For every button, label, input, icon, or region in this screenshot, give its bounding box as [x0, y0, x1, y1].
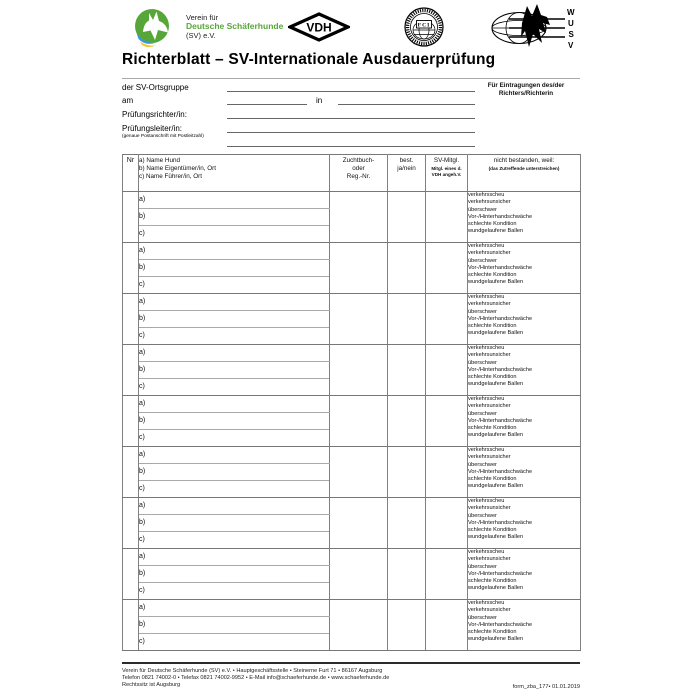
entry-name-cell-b: b)	[139, 413, 330, 430]
table-row	[123, 447, 581, 464]
reason-option: wundgelaufene Ballen	[468, 534, 524, 541]
entry-reasons-cell	[468, 396, 581, 447]
entry-sv-mitglied-cell	[426, 600, 468, 651]
reason-option: wundgelaufene Ballen	[468, 483, 524, 490]
table-row	[123, 600, 581, 617]
entry-reasons-cell	[468, 345, 581, 396]
pruefungsrichter-field-line	[227, 118, 475, 119]
table-row	[123, 192, 581, 209]
reason-option: wundgelaufene Ballen	[468, 585, 524, 592]
reason-option: verkehrsscheu	[468, 396, 505, 402]
entry-name-cell-b: b)	[139, 209, 330, 226]
col-header-nicht-bestanden: nicht bestanden, weil: (das Zutreffende unterstreichen)	[468, 155, 581, 192]
title-divider	[122, 78, 580, 79]
reason-option: verkehrsscheu	[468, 549, 505, 555]
table-row	[123, 498, 581, 515]
wusv-logo-icon	[487, 3, 579, 56]
footer-line3: Rechtssitz ist Augsburg	[122, 682, 181, 688]
entry-name-cell-a: a)	[139, 549, 330, 566]
reason-option: schlechte Kondition	[468, 272, 517, 279]
entry-sv-mitglied-cell	[426, 345, 468, 396]
entry-name-cell-a: a)	[139, 396, 330, 413]
pruefungsrichter-label: Prüfungsrichter/in:	[122, 110, 187, 119]
entry-name-cell-c: c)	[139, 379, 330, 396]
table-header-row	[123, 155, 581, 192]
entry-name-cell-a: a)	[139, 447, 330, 464]
reason-option: verkehrsscheu	[468, 447, 505, 453]
vdh-label: VDH	[306, 20, 332, 35]
pruefungsleiter-label: Prüfungsleiter/in:	[122, 124, 183, 133]
reason-option: Vor-/Hinterhandschwäche	[468, 621, 533, 628]
col-header-zuchtbuch: Zuchtbuch- oder Reg.-Nr.	[330, 155, 388, 192]
reason-option: verkehrsscheu	[468, 243, 505, 249]
reason-option: verkehrsunsicher	[468, 454, 511, 461]
entry-reasons-cell	[468, 498, 581, 549]
reason-option: verkehrsunsicher	[468, 301, 511, 308]
footer-line1: Verein für Deutsche Schäferhunde (SV) e.V. • Hauptgeschäftsstelle • Steinerne Furt 71 • 86167 Augsburg	[122, 668, 383, 674]
col-header-name-c: c) Name Führer/in, Ort	[139, 173, 202, 181]
entry-sv-mitglied-cell	[426, 447, 468, 498]
entry-name-cell-b: b)	[139, 260, 330, 277]
entry-reasons-cell	[468, 294, 581, 345]
entry-nr-cell	[123, 243, 139, 294]
table-row	[123, 294, 581, 311]
entry-zuchtbuch-cell	[330, 192, 388, 243]
reason-option: wundgelaufene Ballen	[468, 381, 524, 388]
entry-nr-cell	[123, 600, 139, 651]
entry-name-cell-a: a)	[139, 243, 330, 260]
entry-nr-cell	[123, 549, 139, 600]
in-field-line	[338, 104, 475, 105]
entry-reasons-cell	[468, 243, 581, 294]
sv-logo-text	[186, 13, 283, 40]
col-header-nr: Nr	[123, 155, 139, 192]
entry-name-cell-a: a)	[139, 345, 330, 362]
footer-line2: Telefon 0821 74002-0 • Telefax 0821 74002-9952 • E-Mail info@schaeferhunde.de • www.schaeferhunde.de	[122, 675, 390, 681]
entry-name-cell-c: c)	[139, 328, 330, 345]
col-header-bestanden: best. ja/nein	[388, 155, 426, 192]
entry-bestanden-cell	[388, 549, 426, 600]
results-table	[122, 154, 581, 651]
entry-reasons-cell	[468, 447, 581, 498]
entry-nr-cell	[123, 294, 139, 345]
entry-name-cell-c: c)	[139, 481, 330, 498]
entry-sv-mitglied-cell	[426, 396, 468, 447]
table-row	[123, 243, 581, 260]
table-row	[123, 396, 581, 413]
reason-option: wundgelaufene Ballen	[468, 279, 524, 286]
entry-name-cell-a: a)	[139, 498, 330, 515]
reason-option: Vor-/Hinterhandschwäche	[468, 417, 533, 424]
entry-name-cell-b: b)	[139, 617, 330, 634]
ortsgruppe-label: der SV-Ortsgruppe	[122, 83, 189, 92]
entry-sv-mitglied-cell	[426, 498, 468, 549]
sv-logo-line3: (SV) e.V.	[186, 31, 216, 40]
wusv-letter-v: V	[568, 41, 574, 50]
reason-option: Vor-/Hinterhandschwäche	[468, 468, 533, 475]
entry-name-cell-c: c)	[139, 430, 330, 447]
pruefungsleiter-note: (genaue Postanschrift mit Postleitzahl)	[122, 134, 204, 139]
table-row	[123, 549, 581, 566]
reason-option: überschwer	[468, 206, 497, 213]
reason-option: überschwer	[468, 359, 497, 366]
reason-option: Vor-/Hinterhandschwäche	[468, 213, 533, 220]
reason-option: Vor-/Hinterhandschwäche	[468, 570, 533, 577]
entry-name-cell-b: b)	[139, 362, 330, 379]
entry-name-cell-c: c)	[139, 583, 330, 600]
footer-divider	[122, 662, 580, 664]
reason-option: überschwer	[468, 410, 497, 417]
entry-name-cell-c: c)	[139, 634, 330, 651]
entry-sv-mitglied-cell	[426, 294, 468, 345]
vdh-diamond-icon	[288, 12, 350, 42]
entry-name-cell-b: b)	[139, 515, 330, 532]
reason-option: schlechte Kondition	[468, 629, 517, 636]
am-field-line	[227, 104, 307, 105]
col-header-name-b: b) Name Eigentümer/in, Ort	[139, 165, 216, 173]
entry-name-cell-a: a)	[139, 192, 330, 209]
reason-option: verkehrsunsicher	[468, 505, 511, 512]
reason-option: verkehrsscheu	[468, 498, 505, 504]
reason-option: verkehrsunsicher	[468, 556, 511, 563]
col-header-sv-mitglied: SV-Mitgl. Mitgl. eines d. VDH angeh.V.	[426, 155, 468, 192]
entry-zuchtbuch-cell	[330, 549, 388, 600]
col-header-name	[139, 155, 330, 192]
wusv-letter-w: W	[567, 8, 575, 17]
form-id: form_zba_177• 01.01.2019	[512, 684, 580, 690]
entry-reasons-cell	[468, 600, 581, 651]
entry-zuchtbuch-cell	[330, 243, 388, 294]
reason-option: schlechte Kondition	[468, 323, 517, 330]
reason-option: überschwer	[468, 512, 497, 519]
entry-nr-cell	[123, 498, 139, 549]
sv-dog-icon	[129, 7, 181, 49]
reason-option: Vor-/Hinterhandschwäche	[468, 366, 533, 373]
entry-zuchtbuch-cell	[330, 498, 388, 549]
entry-zuchtbuch-cell	[330, 294, 388, 345]
entry-bestanden-cell	[388, 447, 426, 498]
judge-entries-note-line2: Richters/Richterin	[498, 90, 554, 97]
reason-option: Vor-/Hinterhandschwäche	[468, 315, 533, 322]
judge-entries-note-line1: Für Eintragungen des/der	[487, 82, 565, 89]
reason-option: wundgelaufene Ballen	[468, 636, 524, 643]
entry-bestanden-cell	[388, 498, 426, 549]
entry-bestanden-cell	[388, 294, 426, 345]
reason-option: überschwer	[468, 308, 497, 315]
entry-zuchtbuch-cell	[330, 447, 388, 498]
wusv-letter-u: U	[568, 19, 574, 28]
entry-name-cell-b: b)	[139, 311, 330, 328]
reason-option: wundgelaufene Ballen	[468, 330, 524, 337]
vdh-logo	[288, 12, 350, 47]
entry-nr-cell	[123, 396, 139, 447]
entry-bestanden-cell	[388, 192, 426, 243]
entry-bestanden-cell	[388, 345, 426, 396]
fci-seal-icon	[403, 6, 445, 53]
entry-reasons-cell	[468, 549, 581, 600]
entry-zuchtbuch-cell	[330, 396, 388, 447]
reason-option: schlechte Kondition	[468, 221, 517, 228]
reason-option: schlechte Kondition	[468, 374, 517, 381]
fci-label: FCI	[417, 22, 431, 29]
ortsgruppe-field-line	[227, 91, 475, 92]
entry-zuchtbuch-cell	[330, 345, 388, 396]
reason-option: verkehrsscheu	[468, 600, 505, 606]
reason-option: überschwer	[468, 614, 497, 621]
reason-option: wundgelaufene Ballen	[468, 432, 524, 439]
entry-name-cell-c: c)	[139, 226, 330, 243]
entry-bestanden-cell	[388, 396, 426, 447]
judge-entries-note	[476, 82, 576, 98]
reason-option: verkehrsscheu	[468, 192, 505, 198]
pruefungsleiter-field-line2	[227, 146, 475, 147]
sv-logo-line2: Deutsche Schäferhunde	[186, 21, 284, 31]
reason-option: überschwer	[468, 461, 497, 468]
reason-option: verkehrsunsicher	[468, 403, 511, 410]
entry-nr-cell	[123, 447, 139, 498]
reason-option: Vor-/Hinterhandschwäche	[468, 264, 533, 271]
reason-option: verkehrsunsicher	[468, 199, 511, 206]
entry-name-cell-a: a)	[139, 600, 330, 617]
table-row	[123, 345, 581, 362]
entry-bestanden-cell	[388, 600, 426, 651]
header-logo-row	[0, 0, 700, 50]
am-label: am	[122, 96, 134, 105]
sv-logo	[129, 7, 284, 49]
reason-option: schlechte Kondition	[468, 527, 517, 534]
sv-logo-line1: Verein für	[186, 13, 219, 22]
reason-option: verkehrsunsicher	[468, 352, 511, 359]
reason-option: Vor-/Hinterhandschwäche	[468, 519, 533, 526]
page-title: Richterblatt – SV-Internationale Ausdauerprüfung	[122, 51, 496, 68]
entry-name-cell-b: b)	[139, 464, 330, 481]
reason-option: schlechte Kondition	[468, 578, 517, 585]
reason-option: schlechte Kondition	[468, 425, 517, 432]
entry-nr-cell	[123, 192, 139, 243]
entry-sv-mitglied-cell	[426, 549, 468, 600]
entry-name-cell-b: b)	[139, 566, 330, 583]
entry-sv-mitglied-cell	[426, 243, 468, 294]
in-label: in	[316, 96, 323, 105]
entry-bestanden-cell	[388, 243, 426, 294]
entry-name-cell-a: a)	[139, 294, 330, 311]
reason-option: verkehrsunsicher	[468, 250, 511, 257]
reason-option: verkehrsscheu	[468, 294, 505, 300]
reason-option: wundgelaufene Ballen	[468, 228, 524, 235]
entry-zuchtbuch-cell	[330, 600, 388, 651]
entry-nr-cell	[123, 345, 139, 396]
pruefungsleiter-field-line	[227, 132, 475, 133]
reason-option: überschwer	[468, 563, 497, 570]
entry-sv-mitglied-cell	[426, 192, 468, 243]
reason-option: verkehrsunsicher	[468, 607, 511, 614]
reason-option: überschwer	[468, 257, 497, 264]
entry-name-cell-c: c)	[139, 532, 330, 549]
col-header-name-a: a) Name Hund	[139, 157, 180, 164]
wusv-letter-s: S	[568, 30, 574, 39]
entry-reasons-cell	[468, 192, 581, 243]
entry-name-cell-c: c)	[139, 277, 330, 294]
reason-option: verkehrsscheu	[468, 345, 505, 351]
reason-option: schlechte Kondition	[468, 476, 517, 483]
